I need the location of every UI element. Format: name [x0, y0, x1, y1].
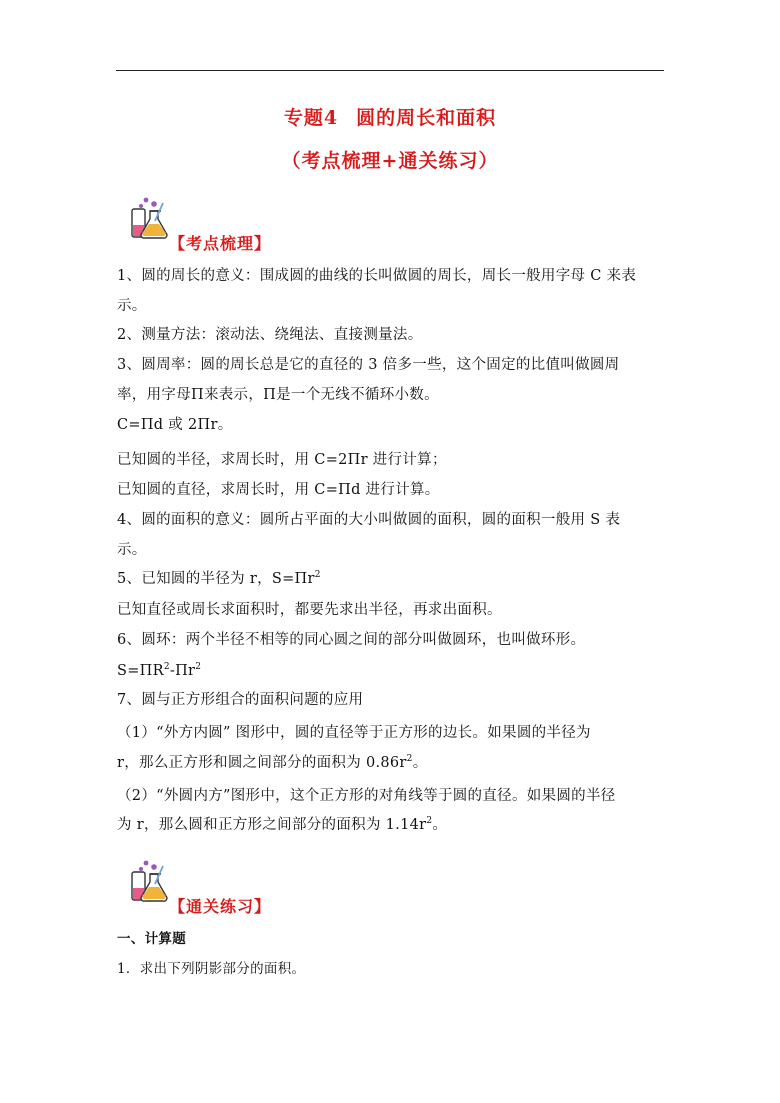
content-line: 为 r，那么圆和正方形之间部分的面积为 $1.14r^2$。 — [117, 816, 448, 833]
content-line: 已知圆的半径，求周长时，用 C=2Πr 进行计算； — [117, 452, 447, 468]
question-1: 1．求出下列阴影部分的面积。 — [117, 961, 306, 977]
content-line: 示。 — [117, 298, 147, 314]
content-line: 6、圆环：两个半径不相等的同心圆之间的部分叫做圆环，也叫做环形。 — [117, 632, 586, 648]
content-line: 2、测量方法：滚动法、绕绳法、直接测量法。 — [117, 327, 423, 343]
content-line: （1）“外方内圆” 图形中，圆的直径等于正方形的边长。如果圆的半径为 — [117, 725, 591, 741]
chemistry-flask-icon — [128, 195, 170, 241]
content-line: $S=\Pi R^2-\Pi r^2$ — [117, 662, 202, 679]
content-line: r，那么正方形和圆之间部分的面积为 $0.86r^2$。 — [117, 754, 428, 771]
page-subtitle: （考点梳理+通关练习） — [281, 150, 499, 172]
content-line: 已知圆的直径，求周长时，用 C=Πd 进行计算。 — [117, 482, 440, 498]
page-title: 专题4 圆的周长和面积 — [283, 107, 497, 129]
content-line: C=Πd 或 2Πr。 — [117, 417, 233, 433]
section-label-points: 【考点梳理】 — [169, 234, 272, 253]
content-line: （2）“外圆内方”图形中，这个正方形的对角线等于圆的直径。如果圆的半径 — [117, 788, 616, 804]
chemistry-flask-icon — [128, 858, 170, 904]
content-line: 5、已知圆的半径为 r，$S=\Pi r^2$ — [117, 570, 321, 587]
section-label-practice: 【通关练习】 — [169, 897, 272, 916]
content-line: 7、圆与正方形组合的面积问题的应用 — [117, 692, 364, 708]
header-rule — [116, 70, 664, 71]
content-line: 3、圆周率：圆的周长总是它的直径的 3 倍多一些，这个固定的比值叫做圆周 — [117, 357, 620, 373]
practice-heading: 一、计算题 — [117, 931, 186, 947]
content-line: 4、圆的面积的意义：圆所占平面的大小叫做圆的面积，圆的面积一般用 S 表 — [117, 512, 621, 528]
content-line: 率，用字母Π来表示，Π是一个无线不循环小数。 — [117, 387, 439, 403]
content-line: 示。 — [117, 542, 147, 558]
content-line: 已知直径或周长求面积时，都要先求出半径，再求出面积。 — [117, 602, 502, 618]
content-line: 1、圆的周长的意义：围成圆的曲线的长叫做圆的周长，周长一般用字母 C 来表 — [117, 268, 637, 284]
